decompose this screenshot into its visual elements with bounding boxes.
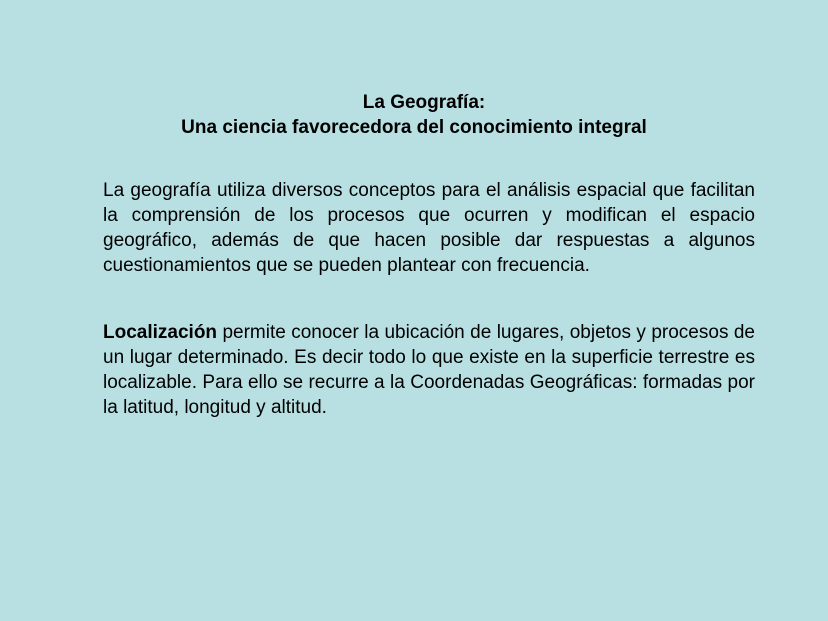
- slide-title: La Geografía:: [362, 92, 486, 113]
- paragraph-geografia: La geografía utiliza diversos conceptos para el análisis espacial que facilitan la comprensión de los procesos que ocurren y modifican el espacio geográfico, además de que hacen posible dar respuestas a algunos cuestionamientos que se pueden plantear con frecuencia.: [103, 180, 755, 276]
- term-localizacion: Localización: [103, 322, 218, 343]
- paragraph-localizacion: [103, 320, 755, 420]
- slide-subtitle: Una ciencia favorecedora del conocimiento integral: [181, 117, 647, 138]
- localizacion-definition: permite conocer la ubicación de lugares, objetos y procesos de un lugar determinado. Es decir todo lo que existe en la superficie terrestre es localizable. Para ello se recurre a la Coordenadas Geográficas: formadas por la latitud, longitud y altitud.: [103, 322, 755, 418]
- title-block: [0, 90, 828, 140]
